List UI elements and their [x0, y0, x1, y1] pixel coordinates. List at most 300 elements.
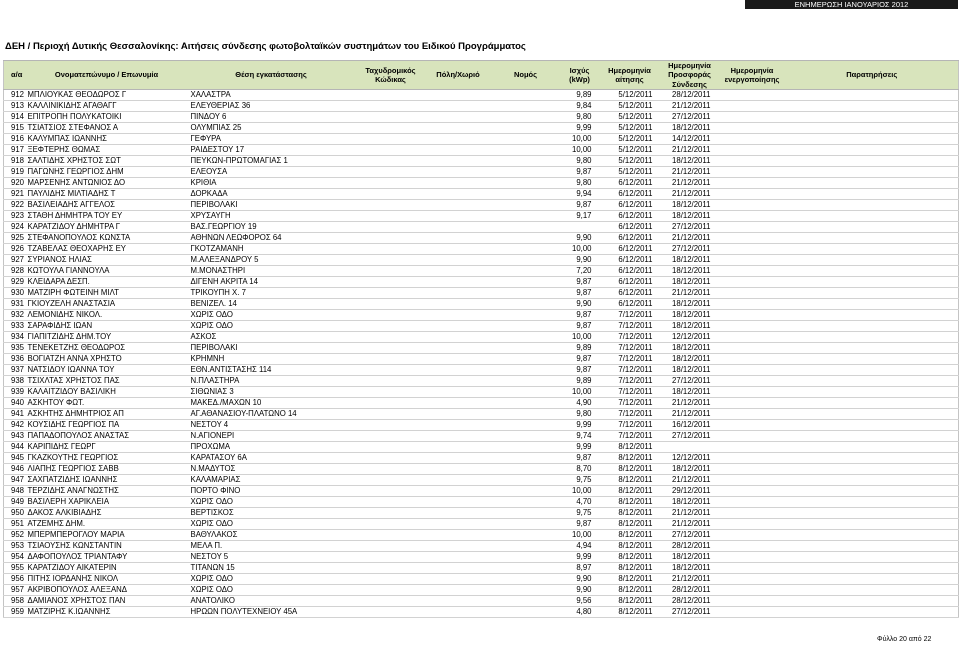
- cell-kwp: 10,00: [561, 244, 599, 255]
- cell-no: 945: [4, 453, 27, 464]
- cell-city: [426, 464, 491, 475]
- table-header: [4, 61, 959, 90]
- cell-notes: [786, 376, 959, 387]
- cell-offer: 18/12/2011: [661, 123, 719, 134]
- cell-notes: [786, 288, 959, 299]
- cell-applied: 8/12/2011: [599, 541, 661, 552]
- cell-notes: [786, 112, 959, 123]
- cell-site: ΧΩΡΙΣ ΟΔΟ: [187, 310, 356, 321]
- cell-notes: [786, 145, 959, 156]
- cell-pref: [491, 387, 561, 398]
- table-row: [4, 508, 959, 519]
- header-notes: [786, 61, 959, 90]
- cell-pref: [491, 486, 561, 497]
- cell-applied: 7/12/2011: [599, 365, 661, 376]
- cell-applied: 8/12/2011: [599, 607, 661, 618]
- cell-city: [426, 530, 491, 541]
- table-row: [4, 585, 959, 596]
- table-row: [4, 90, 959, 101]
- cell-activation: [719, 497, 786, 508]
- cell-activation: [719, 475, 786, 486]
- cell-pref: [491, 376, 561, 387]
- cell-name: ΤΖΑΒΕΛΑΣ ΘΕΟΧΑΡΗΣ ΕΥ: [27, 244, 187, 255]
- header-offer-date: [661, 61, 719, 90]
- cell-pref: [491, 123, 561, 134]
- cell-notes: [786, 497, 959, 508]
- table-row: [4, 596, 959, 607]
- cell-name: ΣΑΧΠΑΤΖΙΔΗΣ ΙΩΑΝΝΗΣ: [27, 475, 187, 486]
- cell-no: 948: [4, 486, 27, 497]
- cell-site: ΑΘΗΝΩΝ ΛΕΩΦΟΡΟΣ 64: [187, 233, 356, 244]
- cell-notes: [786, 486, 959, 497]
- table-row: [4, 101, 959, 112]
- cell-postal: [356, 519, 426, 530]
- cell-site: ΤΡΙΚΟΥΠΗ Χ. 7: [187, 288, 356, 299]
- cell-offer: 28/12/2011: [661, 596, 719, 607]
- cell-kwp: 9,99: [561, 552, 599, 563]
- cell-kwp: 10,00: [561, 332, 599, 343]
- cell-activation: [719, 420, 786, 431]
- cell-site: ΗΡΩΩΝ ΠΟΛΥΤΕΧΝΕΙΟΥ 45Α: [187, 607, 356, 618]
- cell-site: ΧΑΛΑΣΤΡΑ: [187, 90, 356, 101]
- cell-city: [426, 332, 491, 343]
- cell-notes: [786, 200, 959, 211]
- cell-no: 936: [4, 354, 27, 365]
- cell-notes: [786, 299, 959, 310]
- cell-kwp: 9,89: [561, 376, 599, 387]
- cell-offer: 14/12/2011: [661, 134, 719, 145]
- cell-name: ΜΠΕΡΜΠΕΡΟΓΛΟΥ ΜΑΡΙΑ: [27, 530, 187, 541]
- cell-offer: 27/12/2011: [661, 112, 719, 123]
- header-line: Παρατηρήσεις: [846, 70, 898, 80]
- cell-no: 918: [4, 156, 27, 167]
- cell-pref: [491, 541, 561, 552]
- cell-city: [426, 90, 491, 101]
- table-row: [4, 145, 959, 156]
- cell-notes: [786, 585, 959, 596]
- cell-site: ΜΕΛΑ Π.: [187, 541, 356, 552]
- table-row: [4, 343, 959, 354]
- cell-pref: [491, 200, 561, 211]
- table-body: [4, 90, 959, 618]
- cell-city: [426, 123, 491, 134]
- cell-activation: [719, 244, 786, 255]
- cell-name: ΓΚΙΟΥΖΕΛΗ ΑΝΑΣΤΑΣΙΑ: [27, 299, 187, 310]
- cell-postal: [356, 277, 426, 288]
- cell-activation: [719, 541, 786, 552]
- cell-site: ΟΛΥΜΠΙΑΣ 25: [187, 123, 356, 134]
- cell-site: ΠΕΡΙΒΟΛΑΚΙ: [187, 200, 356, 211]
- cell-pref: [491, 431, 561, 442]
- cell-activation: [719, 409, 786, 420]
- header-line: Προσφοράς: [668, 70, 711, 80]
- table-row: [4, 310, 959, 321]
- table-row: [4, 607, 959, 618]
- cell-name: ΒΑΣΙΛΕΡΗ ΧΑΡΙΚΛΕΙΑ: [27, 497, 187, 508]
- cell-pref: [491, 266, 561, 277]
- cell-offer: 21/12/2011: [661, 189, 719, 200]
- cell-notes: [786, 189, 959, 200]
- table-row: [4, 365, 959, 376]
- cell-notes: [786, 178, 959, 189]
- cell-kwp: 9,90: [561, 585, 599, 596]
- cell-city: [426, 585, 491, 596]
- table-row: [4, 299, 959, 310]
- cell-activation: [719, 145, 786, 156]
- cell-city: [426, 508, 491, 519]
- cell-site: ΕΛΕΟΥΣΑ: [187, 167, 356, 178]
- cell-activation: [719, 530, 786, 541]
- table-row: [4, 244, 959, 255]
- cell-activation: [719, 299, 786, 310]
- cell-activation: [719, 563, 786, 574]
- cell-city: [426, 145, 491, 156]
- cell-site: Ν.ΠΛΑΣΤΗΡΑ: [187, 376, 356, 387]
- cell-postal: [356, 530, 426, 541]
- cell-pref: [491, 332, 561, 343]
- cell-postal: [356, 376, 426, 387]
- cell-kwp: 9,87: [561, 200, 599, 211]
- cell-city: [426, 156, 491, 167]
- cell-pref: [491, 167, 561, 178]
- cell-city: [426, 321, 491, 332]
- cell-offer: 12/12/2011: [661, 332, 719, 343]
- cell-name: ΒΑΣΙΛΕΙΑΔΗΣ ΑΓΓΕΛΟΣ: [27, 200, 187, 211]
- cell-no: 959: [4, 607, 27, 618]
- cell-postal: [356, 354, 426, 365]
- cell-offer: 21/12/2011: [661, 178, 719, 189]
- cell-site: Μ.ΑΛΕΞΑΝΔΡΟΥ 5: [187, 255, 356, 266]
- cell-no: 938: [4, 376, 27, 387]
- cell-no: 946: [4, 464, 27, 475]
- cell-pref: [491, 354, 561, 365]
- cell-postal: [356, 453, 426, 464]
- cell-postal: [356, 244, 426, 255]
- cell-kwp: 9,87: [561, 519, 599, 530]
- cell-applied: 6/12/2011: [599, 255, 661, 266]
- cell-no: 925: [4, 233, 27, 244]
- table-row: [4, 167, 959, 178]
- cell-kwp: 9,90: [561, 255, 599, 266]
- cell-applied: 5/12/2011: [599, 101, 661, 112]
- cell-applied: 7/12/2011: [599, 310, 661, 321]
- cell-city: [426, 266, 491, 277]
- cell-notes: [786, 398, 959, 409]
- header-line: Ισχύς: [569, 65, 590, 75]
- cell-kwp: 9,80: [561, 409, 599, 420]
- header-line: Ημερομηνία: [608, 65, 651, 75]
- cell-applied: 8/12/2011: [599, 519, 661, 530]
- cell-activation: [719, 431, 786, 442]
- cell-postal: [356, 596, 426, 607]
- cell-applied: 6/12/2011: [599, 189, 661, 200]
- cell-applied: 8/12/2011: [599, 497, 661, 508]
- cell-site: ΧΩΡΙΣ ΟΔΟ: [187, 585, 356, 596]
- cell-postal: [356, 464, 426, 475]
- table-row: [4, 420, 959, 431]
- cell-postal: [356, 101, 426, 112]
- cell-applied: 8/12/2011: [599, 508, 661, 519]
- cell-site: ΠΙΝΔΟΥ 6: [187, 112, 356, 123]
- cell-no: 930: [4, 288, 27, 299]
- header-line: (kWp): [569, 75, 590, 84]
- cell-site: ΠΕΡΙΒΟΛΑΚΙ: [187, 343, 356, 354]
- table-row: [4, 288, 959, 299]
- cell-offer: 21/12/2011: [661, 145, 719, 156]
- cell-kwp: 9,87: [561, 277, 599, 288]
- cell-site: ΕΛΕΥΘΕΡΙΑΣ 36: [187, 101, 356, 112]
- cell-applied: 8/12/2011: [599, 453, 661, 464]
- cell-kwp: 9,87: [561, 167, 599, 178]
- cell-kwp: 9,90: [561, 574, 599, 585]
- table-row: [4, 277, 959, 288]
- cell-notes: [786, 596, 959, 607]
- cell-pref: [491, 310, 561, 321]
- header-row: [4, 61, 959, 90]
- cell-name: ΤΣΙΑΟΥΣΗΣ ΚΩΝΣΤΑΝΤΙΝ: [27, 541, 187, 552]
- cell-notes: [786, 431, 959, 442]
- cell-activation: [719, 277, 786, 288]
- table-row: [4, 321, 959, 332]
- cell-name: ΑΣΚΗΤΗΣ ΔΗΜΗΤΡΙΟΣ ΑΠ: [27, 409, 187, 420]
- cell-activation: [719, 222, 786, 233]
- cell-name: ΜΠΛΙΟΥΚΑΣ ΘΕΟΔΩΡΟΣ Γ: [27, 90, 187, 101]
- cell-notes: [786, 508, 959, 519]
- header-line: Κώδικας: [375, 75, 406, 84]
- cell-applied: 7/12/2011: [599, 376, 661, 387]
- cell-postal: [356, 266, 426, 277]
- cell-applied: 8/12/2011: [599, 585, 661, 596]
- table-row: [4, 398, 959, 409]
- cell-activation: [719, 310, 786, 321]
- cell-site: ΒΕΡΤΙΣΚΟΣ: [187, 508, 356, 519]
- cell-site: ΒΕΝΙΖΕΛ. 14: [187, 299, 356, 310]
- header-line: Σύνδεσης: [672, 79, 707, 89]
- cell-activation: [719, 365, 786, 376]
- cell-city: [426, 167, 491, 178]
- cell-offer: 27/12/2011: [661, 376, 719, 387]
- cell-city: [426, 277, 491, 288]
- cell-pref: [491, 288, 561, 299]
- cell-name: ΣΑΡΑΦΙΔΗΣ ΙΩΑΝ: [27, 321, 187, 332]
- cell-notes: [786, 332, 959, 343]
- header-line: ενεργοποίησης: [724, 75, 780, 84]
- cell-applied: 6/12/2011: [599, 211, 661, 222]
- cell-name: ΚΑΛΥΜΠΑΣ ΙΩΑΝΝΗΣ: [27, 134, 187, 145]
- cell-offer: 27/12/2011: [661, 607, 719, 618]
- table-row: [4, 541, 959, 552]
- table-row: [4, 255, 959, 266]
- cell-activation: [719, 90, 786, 101]
- cell-city: [426, 244, 491, 255]
- cell-name: ΚΩΤΟΥΛΑ ΓΙΑΝΝΟΥΛΑ: [27, 266, 187, 277]
- cell-kwp: 9,99: [561, 442, 599, 453]
- cell-city: [426, 519, 491, 530]
- cell-postal: [356, 563, 426, 574]
- cell-no: 921: [4, 189, 27, 200]
- cell-notes: [786, 365, 959, 376]
- cell-no: 957: [4, 585, 27, 596]
- table-row: [4, 486, 959, 497]
- cell-offer: 18/12/2011: [661, 365, 719, 376]
- cell-pref: [491, 156, 561, 167]
- cell-notes: [786, 211, 959, 222]
- cell-postal: [356, 398, 426, 409]
- cell-postal: [356, 222, 426, 233]
- cell-kwp: 4,94: [561, 541, 599, 552]
- cell-kwp: 4,90: [561, 398, 599, 409]
- cell-no: 951: [4, 519, 27, 530]
- header-activation-date: [719, 61, 786, 90]
- cell-postal: [356, 167, 426, 178]
- cell-applied: 8/12/2011: [599, 486, 661, 497]
- cell-kwp: 10,00: [561, 387, 599, 398]
- cell-offer: 27/12/2011: [661, 530, 719, 541]
- cell-pref: [491, 145, 561, 156]
- cell-offer: 18/12/2011: [661, 211, 719, 222]
- cell-postal: [356, 211, 426, 222]
- cell-notes: [786, 134, 959, 145]
- cell-pref: [491, 178, 561, 189]
- cell-no: 943: [4, 431, 27, 442]
- cell-kwp: 10,00: [561, 134, 599, 145]
- cell-postal: [356, 552, 426, 563]
- cell-no: 914: [4, 112, 27, 123]
- cell-name: ΔΑΦΟΠΟΥΛΟΣ ΤΡΙΑΝΤΑΦΥ: [27, 552, 187, 563]
- cell-activation: [719, 211, 786, 222]
- cell-kwp: 4,80: [561, 607, 599, 618]
- cell-kwp: 9,87: [561, 453, 599, 464]
- cell-site: ΚΡΙΘΙΑ: [187, 178, 356, 189]
- cell-activation: [719, 574, 786, 585]
- table-row: [4, 431, 959, 442]
- cell-applied: 8/12/2011: [599, 563, 661, 574]
- cell-pref: [491, 508, 561, 519]
- cell-kwp: 9,87: [561, 310, 599, 321]
- cell-no: 934: [4, 332, 27, 343]
- cell-applied: 5/12/2011: [599, 156, 661, 167]
- cell-notes: [786, 222, 959, 233]
- cell-site: Ν.ΑΓΙΟΝΕΡΙ: [187, 431, 356, 442]
- table-row: [4, 574, 959, 585]
- cell-kwp: 9,17: [561, 211, 599, 222]
- cell-offer: 18/12/2011: [661, 266, 719, 277]
- cell-activation: [719, 233, 786, 244]
- cell-notes: [786, 321, 959, 332]
- header-prefecture: [491, 61, 561, 90]
- cell-city: [426, 233, 491, 244]
- cell-pref: [491, 299, 561, 310]
- cell-postal: [356, 288, 426, 299]
- cell-city: [426, 442, 491, 453]
- cell-postal: [356, 310, 426, 321]
- cell-offer: 29/12/2011: [661, 486, 719, 497]
- cell-no: 916: [4, 134, 27, 145]
- cell-no: 949: [4, 497, 27, 508]
- cell-notes: [786, 607, 959, 618]
- table-row: [4, 222, 959, 233]
- table-row: [4, 376, 959, 387]
- cell-activation: [719, 200, 786, 211]
- cell-offer: 28/12/2011: [661, 90, 719, 101]
- cell-activation: [719, 343, 786, 354]
- cell-postal: [356, 321, 426, 332]
- cell-pref: [491, 222, 561, 233]
- cell-offer: 21/12/2011: [661, 475, 719, 486]
- cell-postal: [356, 145, 426, 156]
- cell-no: 923: [4, 211, 27, 222]
- applications-table: [3, 60, 959, 618]
- cell-no: 928: [4, 266, 27, 277]
- cell-activation: [719, 585, 786, 596]
- page-number: Φύλλο 20 από 22: [877, 636, 932, 643]
- cell-notes: [786, 442, 959, 453]
- cell-no: 950: [4, 508, 27, 519]
- cell-offer: 18/12/2011: [661, 156, 719, 167]
- cell-name: ΚΛΕΙΔΑΡΑ ΔΕΣΠ.: [27, 277, 187, 288]
- cell-offer: 18/12/2011: [661, 563, 719, 574]
- cell-activation: [719, 332, 786, 343]
- cell-postal: [356, 409, 426, 420]
- table-row: [4, 332, 959, 343]
- cell-applied: 7/12/2011: [599, 343, 661, 354]
- header-line: Πόλη/Χωριό: [436, 70, 480, 80]
- cell-site: ΝΕΣΤΟΥ 5: [187, 552, 356, 563]
- cell-city: [426, 112, 491, 123]
- cell-offer: 28/12/2011: [661, 541, 719, 552]
- cell-name: ΚΑΛΑΙΤΖΙΔΟΥ ΒΑΣΙΛΙΚΗ: [27, 387, 187, 398]
- cell-activation: [719, 508, 786, 519]
- header-line: Ονοματεπώνυμο / Επωνυμία: [54, 70, 159, 80]
- cell-city: [426, 420, 491, 431]
- table-row: [4, 112, 959, 123]
- cell-name: ΚΑΡΑΤΖΙΔΟΥ ΔΗΜΗΤΡΑ Γ: [27, 222, 187, 233]
- cell-city: [426, 607, 491, 618]
- cell-site: ΜΑΚΕΔ./ΜΑΧΩΝ 10: [187, 398, 356, 409]
- cell-pref: [491, 596, 561, 607]
- cell-pref: [491, 497, 561, 508]
- cell-postal: [356, 574, 426, 585]
- cell-no: 931: [4, 299, 27, 310]
- header-line: Θέση εγκατάστασης: [235, 70, 307, 80]
- table-row: [4, 156, 959, 167]
- cell-notes: [786, 255, 959, 266]
- cell-site: Μ.ΜΟΝΑΣΤΗΡΙ: [187, 266, 356, 277]
- cell-applied: 5/12/2011: [599, 167, 661, 178]
- cell-site: ΔΙΓΕΝΗ ΑΚΡΙΤΑ 14: [187, 277, 356, 288]
- cell-postal: [356, 200, 426, 211]
- cell-applied: 5/12/2011: [599, 112, 661, 123]
- cell-offer: 21/12/2011: [661, 508, 719, 519]
- cell-site: ΑΣΚΟΣ: [187, 332, 356, 343]
- cell-notes: [786, 409, 959, 420]
- cell-postal: [356, 343, 426, 354]
- cell-pref: [491, 255, 561, 266]
- cell-pref: [491, 420, 561, 431]
- cell-postal: [356, 332, 426, 343]
- cell-site: ΠΟΡΤΟ ΦΙΝΟ: [187, 486, 356, 497]
- header-city: [426, 61, 491, 90]
- cell-name: ΓΙΑΠΙΤΖΙΔΗΣ ΔΗΜ.ΤΟΥ: [27, 332, 187, 343]
- cell-city: [426, 431, 491, 442]
- cell-city: [426, 486, 491, 497]
- cell-name: ΚΟΥΣΙΔΗΣ ΓΕΩΡΓΙΟΣ ΠΑ: [27, 420, 187, 431]
- cell-no: 941: [4, 409, 27, 420]
- cell-notes: [786, 90, 959, 101]
- cell-city: [426, 310, 491, 321]
- header-line: Ημερομηνία: [668, 61, 711, 71]
- cell-site: ΧΡΥΣΑΥΓΗ: [187, 211, 356, 222]
